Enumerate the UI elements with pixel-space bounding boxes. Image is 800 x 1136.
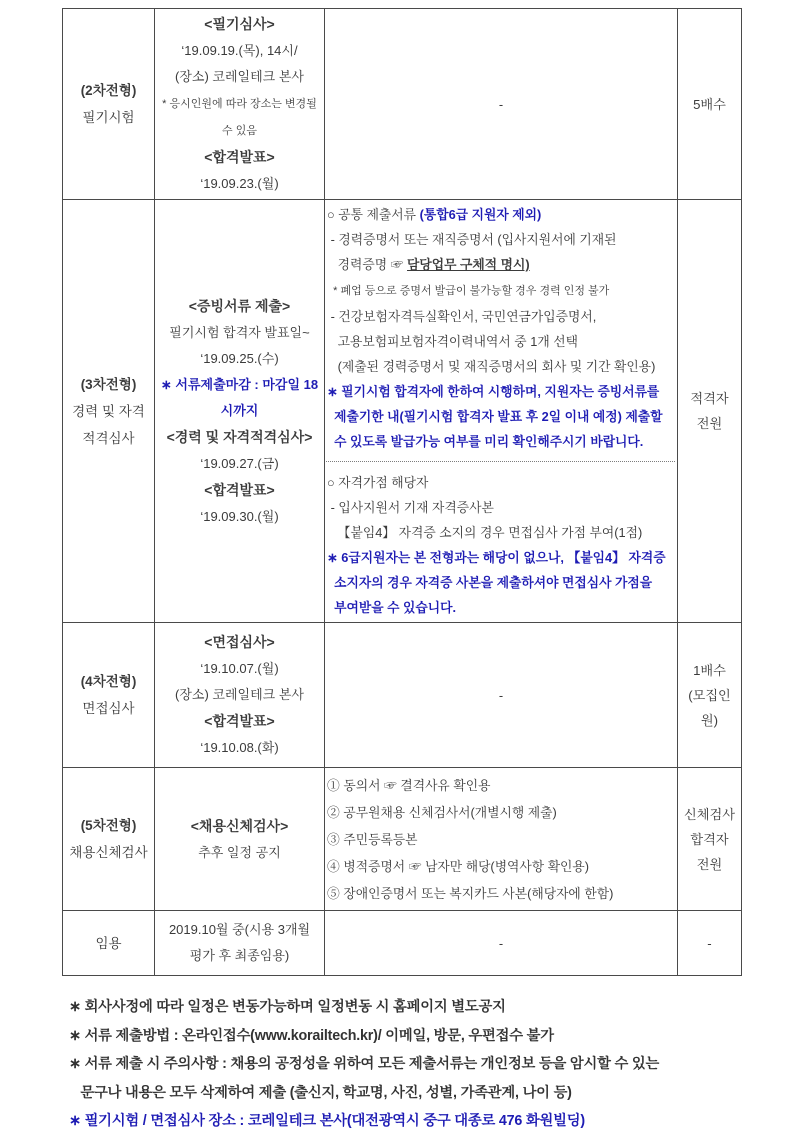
text-line [157,424,322,451]
text-segment: (장소) 코레일테크 본사 [175,687,304,702]
text-segment: ③ 주민등록등본 [327,831,418,847]
section-divider [325,461,676,462]
text-segment: 신체검사 [684,806,735,822]
text-line [69,1050,742,1079]
text-line [157,477,322,504]
text-line [157,917,322,943]
text-segment: * 응시인원에 따라 장소는 변경될 수 있음 [162,98,320,137]
quota-cell [678,623,742,768]
text-segment: (제출된 경력증명서 및 재직증명서의 회사 및 기간 확인용) [327,359,656,374]
text-line [157,90,322,144]
content-cell: - [325,911,678,976]
stage-cell [63,768,155,911]
text-segment: ‘19.09.19.(목), 14시/ [181,43,298,58]
table-row [63,9,742,200]
content-cell: - [325,9,678,200]
text-segment: 2019.10월 중(시용 3개월 [168,922,311,937]
schedule-cell [155,200,325,623]
text-segment: 제출기한 내(필기시험 합격자 발표 후 2일 이내 예정) 제출할 [327,409,663,424]
text-line [327,853,675,880]
text-line [680,92,739,117]
content-cell [325,768,678,911]
text-segment: 합격자 [690,831,729,847]
table-row [63,200,742,623]
text-line [327,520,675,545]
text-line [157,372,322,424]
text-line [157,504,322,530]
quota-cell [678,200,742,623]
text-segment: (5차전형) [80,818,137,833]
quota-cell [678,9,742,200]
text-segment: 평가 후 최종임용) [189,948,290,963]
text-line [680,802,739,827]
footnotes [62,993,742,1136]
text-line [327,404,675,429]
text-line [327,799,675,826]
text-line [327,826,675,853]
text-segment: (4차전형) [80,674,137,689]
text-line [157,171,322,197]
text-line [157,451,322,477]
text-segment: 담당업무 구체적 명시) [407,257,530,272]
text-segment: 채용신체검사 [69,845,148,860]
text-line [680,386,739,411]
text-line [327,595,675,620]
schedule-cell [155,911,325,976]
text-line [157,943,322,969]
text-line [327,227,675,252]
text-segment: 경력 및 자격 [72,403,145,419]
text-segment: 필기시험 / 면접심사 장소 : 코레일테크 본사(대전광역시 중구 대종로 476 화원빌딩) [84,1113,585,1129]
text-line [327,277,675,304]
text-segment: 전원 [696,856,723,872]
stage-cell [63,9,155,200]
text-line [157,708,322,735]
schedule-cell [155,768,325,911]
text-segment: <경력 및 자격적격심사> [166,428,313,445]
text-segment: <면접심사> [204,634,275,650]
text-line [327,880,675,907]
text-line [65,398,152,425]
text-segment: ∗ 서류제출마감 : 마감일 18시까지 [160,376,319,418]
text-segment: - 건강보험자격득실확인서, 국민연금가입증명서, [327,309,597,324]
text-segment: <필기심사> [204,16,275,32]
stage-cell [63,623,155,768]
text-segment: (통합6급 지원자 제외) [419,207,542,222]
text-segment: (장소) 코레일테크 본사 [175,69,304,84]
text-segment: 소지자의 경우 자격증 사본을 제출하셔야 면접심사 가점을 [327,575,653,590]
text-line [327,570,675,595]
text-segment: 수 있도록 발급가능 여부를 미리 확인해주시기 바랍니다. [327,434,644,449]
text-segment: 전원 [696,416,723,431]
text-line [157,840,322,866]
text-segment: ∗ [69,1113,85,1129]
content-cell [325,200,678,623]
text-line [157,735,322,761]
text-line [157,11,322,38]
text-segment: 1배수 [693,662,726,678]
text-segment: 면접심사 [82,701,135,716]
text-line [65,425,152,452]
table-row [63,911,742,976]
text-line [157,38,322,64]
schedule-cell [155,623,325,768]
text-line [65,77,152,104]
text-line [680,827,739,852]
schedule-cell [155,9,325,200]
text-line [680,683,739,733]
text-line [327,329,675,354]
text-segment: <합격발표> [204,713,275,729]
text-line [327,304,675,329]
text-line [157,346,322,372]
text-segment: (3차전형) [80,376,137,392]
text-segment: 회사사정에 따라 일정은 변동가능하며 일정변동 시 홈페이지 별도공지 [84,999,506,1015]
text-segment: <합격발표> [204,149,275,165]
text-line [327,379,675,404]
text-line [65,695,152,722]
text-segment: ∗ 필기시험 합격자에 한하여 시행하며, 지원자는 증빙서류를 [327,384,660,399]
text-line [69,1107,742,1136]
text-segment: 임용 [95,935,122,951]
text-line [65,668,152,695]
text-segment: - 경력증명서 또는 재직증명서 (입사지원서에 기재된 [327,232,617,247]
text-line [65,839,152,866]
stage-cell [63,200,155,623]
text-line [65,930,152,957]
common-documents-section [327,202,675,454]
text-segment: <증빙서류 제출> [188,297,291,314]
text-segment: 【붙임4】 자격증 소지의 경우 면접심사 가점 부여(1점) [327,525,643,540]
text-segment: ∗ 6급지원자는 본 전형과는 해당이 없으나, 【붙임4】 자격증 [327,550,666,565]
text-line [69,993,742,1022]
text-segment: 필기시험 합격자 발표일~ [169,324,310,340]
text-segment: 5배수 [693,96,726,112]
text-segment: (모집인원) [688,687,731,728]
text-segment: ① 동의서 ☞ 결격사유 확인용 [327,777,491,793]
text-line [680,658,739,683]
text-segment: 문구나 내용은 모두 삭제하여 제출 (출신지, 학교명, 사진, 성별, 가족관계, 나이 등) [69,1084,572,1101]
text-segment: ∗ [69,1056,85,1072]
text-segment: ‘19.10.08.(화) [200,740,279,755]
text-segment: 고용보험피보험자격이력내역서 중 1개 선택 [327,334,578,349]
text-line [327,470,675,495]
text-line [157,320,322,346]
quota-cell: - [678,911,742,976]
text-segment: (2차전형) [80,83,137,98]
text-line [157,656,322,682]
text-segment: 필기시험 [82,110,135,125]
text-line [157,682,322,708]
text-line [157,813,322,840]
text-line [327,545,675,570]
text-segment: 경력증명 ☞ [327,257,408,272]
text-segment: 서류 제출 시 주의사항 : 채용의 공정성을 위하여 모든 제출서류는 개인정보 등을 암시할 수 있는 [84,1056,660,1072]
text-segment: - 입사지원서 기재 자격증사본 [327,500,494,515]
text-segment: <합격발표> [204,481,275,498]
text-segment: ‘19.09.30.(월) [200,508,279,524]
text-segment: 서류 제출방법 : 온라인접수(www.korailtech.kr)/ 이메일, 방문, 우편접수 불가 [84,1027,554,1044]
quota-cell [678,768,742,911]
text-line [157,64,322,90]
text-line [680,852,739,877]
text-line [327,354,675,379]
table-row [63,768,742,911]
text-segment: ∗ [69,1027,85,1044]
text-line [157,144,322,171]
text-segment: ‘19.09.25.(수) [200,350,279,366]
text-segment: 추후 일정 공지 [198,844,281,860]
text-segment: ○ 자격가점 해당자 [327,475,429,490]
stage-cell [63,911,155,976]
text-segment: 적격자 [690,391,729,406]
text-line [327,252,675,277]
text-line [327,429,675,454]
text-segment: ‘19.10.07.(월) [200,661,279,676]
text-segment: * 폐업 등으로 증명서 발급이 불가능할 경우 경력 인정 불가 [327,285,610,297]
text-segment: ⑤ 장애인증명서 또는 복지카드 사본(해당자에 한함) [327,885,614,901]
text-line [327,772,675,799]
text-line [65,812,152,839]
qualification-bonus-section [327,470,675,620]
table-row [63,623,742,768]
text-segment: ② 공무원채용 신체검사서(개별시행 제출) [327,804,557,820]
text-segment: 부여받을 수 있습니다. [327,600,457,615]
text-segment: ‘19.09.27.(금) [200,455,279,471]
text-segment: ④ 병적증명서 ☞ 남자만 해당(병역사항 확인용) [327,858,590,874]
recruitment-schedule-table [62,8,742,976]
text-segment: <채용신체검사> [190,817,289,834]
text-line [69,1022,742,1051]
text-line [680,411,739,436]
text-line [157,293,322,320]
text-line [157,629,322,656]
content-cell: - [325,623,678,768]
text-segment: 적격심사 [82,430,135,446]
text-line [65,104,152,131]
text-segment: ○ 공통 제출서류 [327,207,420,222]
text-line [69,1079,742,1108]
text-line [65,371,152,398]
text-line [327,202,675,227]
text-segment: ∗ [69,999,85,1015]
text-segment: ‘19.09.23.(월) [200,176,279,191]
text-line [327,495,675,520]
